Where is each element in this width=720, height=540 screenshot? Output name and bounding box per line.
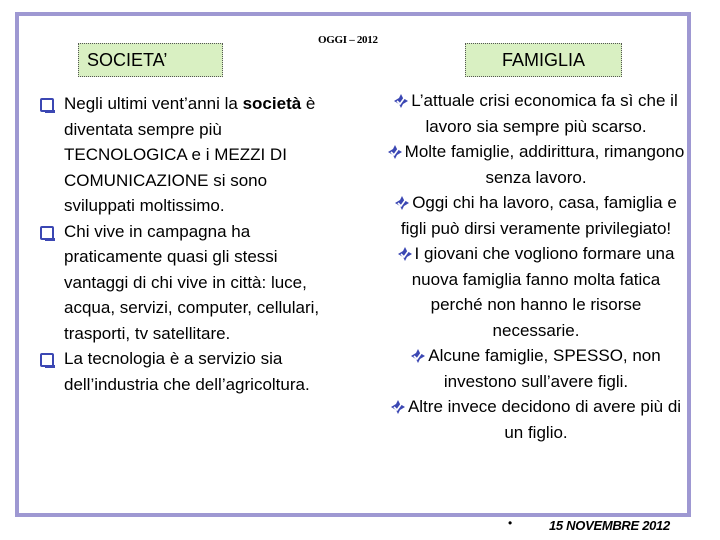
item-text: Alcune famiglie, SPESSO, non investono sull’avere figli. — [428, 346, 661, 391]
item-text: Negli ultimi vent’anni la — [64, 94, 243, 113]
item-bold-text: società — [242, 94, 302, 113]
societa-tag-label: SOCIETA’ — [87, 49, 168, 70]
list-item — [40, 91, 320, 219]
diamond-checkmark-icon — [391, 400, 405, 414]
list-item — [386, 241, 686, 343]
footer-bullet: • — [508, 516, 513, 530]
diamond-checkmark-icon — [388, 145, 402, 159]
diamond-checkmark-icon — [411, 349, 425, 363]
square-checkbox-icon — [40, 353, 54, 367]
famiglia-list — [386, 88, 686, 445]
item-text: I giovani che vogliono formare una nuova famiglia fanno molta fatica perché non hanno le risorse necessarie. — [411, 244, 675, 340]
square-checkbox-icon — [40, 226, 54, 240]
list-item — [386, 394, 686, 445]
item-text: Oggi chi ha lavoro, casa, famiglia e figli può dirsi veramente privilegiato! — [400, 193, 677, 238]
item-text: Altre invece decidono di avere più di un figlio. — [407, 397, 682, 442]
list-item — [386, 139, 686, 190]
diamond-checkmark-icon — [394, 94, 408, 108]
square-checkbox-icon — [40, 98, 54, 112]
list-item — [386, 88, 686, 139]
diamond-checkmark-icon — [398, 247, 412, 261]
famiglia-tag — [465, 43, 622, 77]
footer-date: 15 NOVEMBRE 2012 — [549, 518, 670, 533]
societa-list — [40, 91, 320, 397]
societa-tag — [78, 43, 223, 77]
list-item — [386, 343, 686, 394]
item-text: Molte famiglie, addirittura, rimangono senza lavoro. — [404, 142, 685, 187]
item-text: Chi vive in campagna ha praticamente quasi gli stessi vantaggi di chi vive in città: luce, acqua, servizi, computer, cellulari, trasporti, tv satellitare. — [64, 221, 320, 343]
top-label: OGGI – 2012 — [318, 34, 378, 46]
item-text: è diventata sempre più TECNOLOGICA e i MEZZI DI COMUNICAZIONE si sono sviluppati moltissimo. — [64, 94, 316, 215]
item-text: L’attuale crisi economica fa sì che il lavoro sia sempre più scarso. — [411, 91, 678, 136]
diamond-checkmark-icon — [395, 196, 409, 210]
famiglia-tag-label: FAMIGLIA — [501, 49, 586, 70]
list-item — [386, 190, 686, 241]
list-item — [40, 346, 320, 397]
list-item — [40, 219, 320, 347]
item-text: La tecnologia è a servizio sia dell’industria che dell’agricoltura. — [64, 349, 310, 394]
